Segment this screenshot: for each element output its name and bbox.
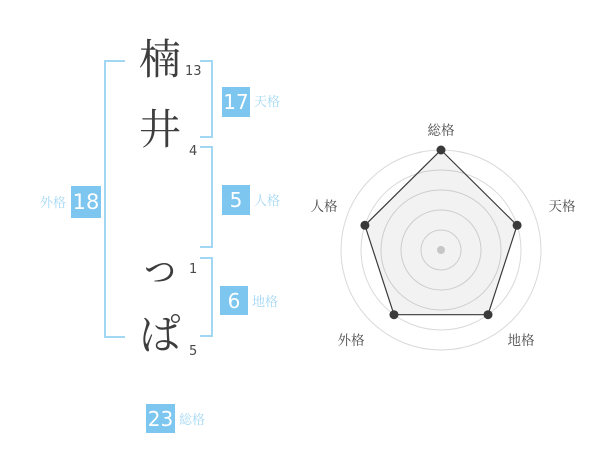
stroke-count-3: 1: [189, 262, 198, 277]
chikaku-label: 地格: [252, 295, 279, 310]
soukaku-value: 23: [147, 406, 174, 431]
gaikaku-bracket: [104, 60, 125, 338]
stroke-count-4: 5: [189, 344, 198, 359]
radar-axis-label: 外格: [337, 333, 365, 349]
tenkaku-value-badge: [222, 87, 250, 117]
name-character-2: 井: [138, 105, 181, 154]
chikaku-value: 6: [227, 288, 241, 313]
tenkaku-value: 17: [223, 90, 249, 114]
name-character-3: っ: [138, 243, 181, 292]
name-character-1: 楠: [138, 35, 181, 84]
radar-axis-label: 天格: [548, 199, 576, 215]
jinkaku-bracket: [200, 146, 213, 248]
jinkaku-label: 人格: [254, 194, 281, 209]
tenkaku-label: 天格: [254, 95, 281, 110]
radar-axis-label: 総格: [427, 123, 455, 139]
radar-axis-label: 人格: [310, 199, 338, 215]
gaikaku-value-badge: [71, 186, 101, 218]
jinkaku-value: 5: [229, 188, 243, 212]
radar-vertex-dot: [437, 146, 446, 155]
gaikaku-value: 18: [72, 189, 100, 214]
stroke-count-1: 13: [185, 64, 202, 79]
radar-polygon: [365, 150, 517, 315]
radar-chart: [300, 95, 600, 375]
radar-vertex-dot: [360, 221, 369, 230]
chikaku-bracket: [200, 257, 213, 337]
radar-vertex-dot: [513, 221, 522, 230]
radar-center-dot: [437, 246, 445, 254]
jinkaku-value-badge: [222, 185, 250, 215]
gaikaku-label: 外格: [40, 196, 67, 211]
chikaku-value-badge: [220, 286, 248, 315]
soukaku-value-badge: [146, 404, 175, 433]
stroke-count-2: 4: [189, 144, 198, 159]
soukaku-label: 総格: [179, 413, 206, 428]
radar-vertex-dot: [389, 310, 398, 319]
name-character-4: ぱ: [138, 310, 181, 359]
tenkaku-bracket: [200, 60, 213, 138]
radar-chart-svg: [300, 95, 600, 375]
radar-axis-label: 地格: [507, 333, 535, 349]
radar-vertex-dot: [484, 310, 493, 319]
